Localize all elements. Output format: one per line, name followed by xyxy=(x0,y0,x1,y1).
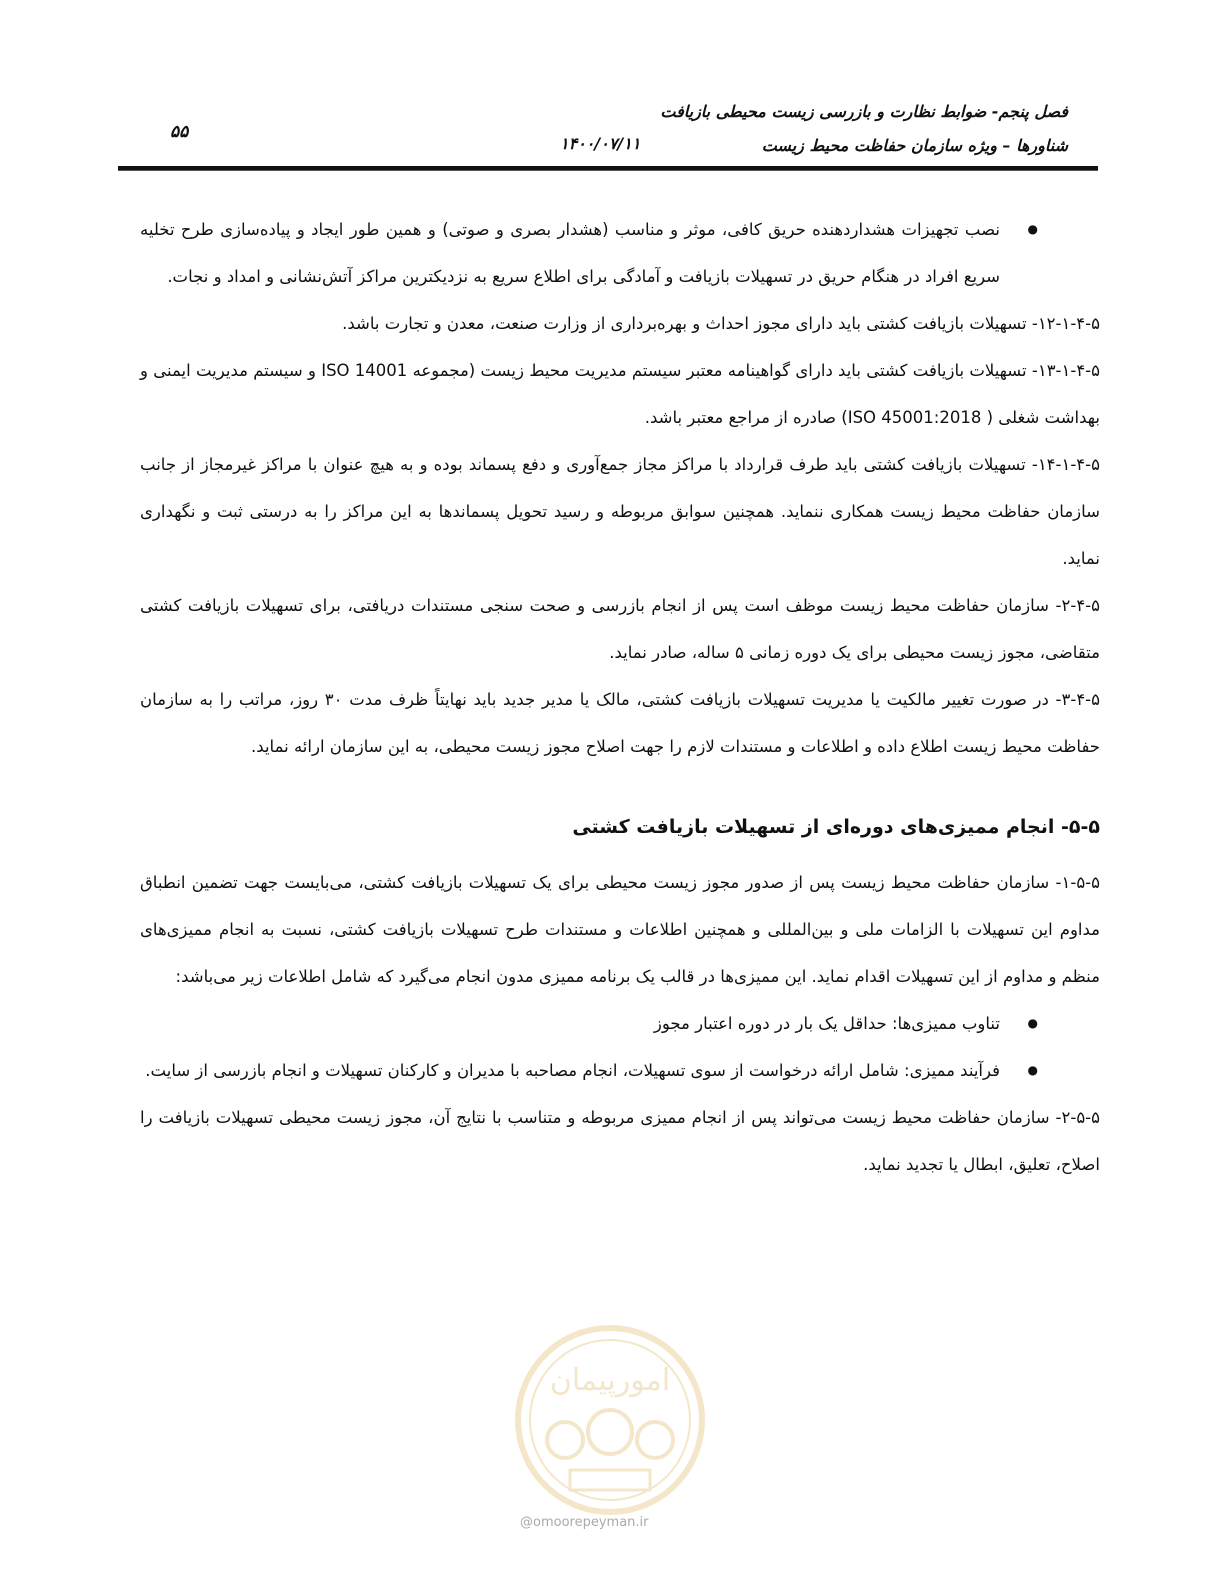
page-header xyxy=(118,92,1068,172)
header-divider xyxy=(118,166,1098,171)
clause-5-5-1: ۱-۵-۵- سازمان حفاظت محیط زیست پس از صدور مجوز زیست محیطی برای یک تسهیلات بازیافت کشتی، می‌بایست جهت تضمین انطباق مداوم این تسهیلات با الزامات ملی و بین‌المللی و همچنین اطلاعات و مستندات طرح تسهیلات بازیافت کشتی، نسبت به انجام ممیزی‌های منظم و مداوم از این تسهیلات اقدام نماید. این ممیزی‌ها در قالب یک برنامه ممیزی مدون انجام می‌گیرد که شامل اطلاعات زیر می‌باشد: xyxy=(140,873,1100,986)
clause-2: ۲-۴-۵- سازمان حفاظت محیط زیست موظف است پس از انجام بازرسی و صحت سنجی مستندات دریافتی، برای تسهیلات بازیافت کشتی متقاضی، مجوز زیست محیطی برای یک دوره زمانی ۵ ساله، صادر نماید. xyxy=(140,596,1100,662)
chapter-title: فصل پنجم- ضوابط نظارت و بازرسی زیست محیطی بازیافت xyxy=(660,102,1068,121)
bullet-audit-process: ● فرآیند ممیزی: شامل ارائه درخواست از سوی تسهیلات، انجام مصاحبه با مدیران و کارکنان تسهیلات و انجام بازرسی از سایت. xyxy=(140,1047,1100,1094)
bullet-fire-alarm: ● نصب تجهیزات هشداردهنده حریق کافی، موثر و مناسب (هشدار بصری و صوتی) و همین طور ایجاد و پیاده‌سازی طرح تخلیه سریع افراد در هنگام حریق در تسهیلات بازیافت و آمادگی برای اطلاع سریع به نزدیکترین مراکز آتش‌نشانی و امداد و نجات. xyxy=(140,206,1100,300)
watermark-url: @omoorepeyman.ir xyxy=(520,1515,649,1530)
header-date: ۱۴۰۰/۰۷/۱۱ xyxy=(560,134,641,153)
clause-12: ۱۲-۱-۴-۵- تسهیلات بازیافت کشتی باید دارای مجوز احداث و بهره‌برداری از وزارت صنعت، معدن و تجارت باشد. xyxy=(342,314,1100,333)
clause-13: ۱۳-۱-۴-۵- تسهیلات بازیافت کشتی باید دارای گواهینامه معتبر سیستم مدیریت محیط زیست (مجموعه ISO 14001 و سیستم مدیریت ایمنی و بهداشت شغلی ( ISO 45001:2018) صادره از مراجع معتبر باشد. xyxy=(140,361,1101,427)
chapter-subtitle: شناورها – ویژه سازمان حفاظت محیط زیست xyxy=(761,136,1068,155)
clause-5-5-2: ۲-۵-۵- سازمان حفاظت محیط زیست می‌تواند پس از انجام ممیزی مربوطه و متناسب با نتایج آن، مجوز زیست محیطی تسهیلات بازیافت را اصلاح، تعلیق، ابطال یا تجدید نماید. xyxy=(140,1108,1100,1174)
page-number: ۵۵ xyxy=(170,122,189,142)
section-heading: ۵-۵- انجام ممیزی‌های دوره‌ای از تسهیلات بازیافت کشتی xyxy=(572,816,1100,838)
watermark-logo-text: امورپیمان xyxy=(549,1363,671,1398)
watermark-logo xyxy=(510,1320,710,1520)
clause-3: ۳-۴-۵- در صورت تغییر مالکیت یا مدیریت تسهیلات بازیافت کشتی، مالک یا مدیر جدید باید نهایتاً ظرف مدت ۳۰ روز، مراتب را به سازمان حفاظت محیط زیست اطلاع داده و اطلاعات و مستندات لازم را جهت اصلاح مجوز زیست محیطی، به این سازمان ارائه نماید. xyxy=(140,690,1100,756)
document-body xyxy=(140,206,1100,1188)
bullet-audit-frequency: ● تناوب ممیزی‌ها: حداقل یک بار در دوره اعتبار مجوز xyxy=(140,1000,1100,1047)
clause-14: ۱۴-۱-۴-۵- تسهیلات بازیافت کشتی باید طرف قرارداد با مراکز مجاز جمع‌آوری و دفع پسماند بوده و به هیچ عنوان با مراکز غیرمجاز از جانب سازمان حفاظت محیط زیست همکاری ننماید. همچنین سوابق مربوطه و رسید تحویل پسماندها به این مراکز را به درستی ثبت و نگهداری نماید. xyxy=(140,455,1100,568)
